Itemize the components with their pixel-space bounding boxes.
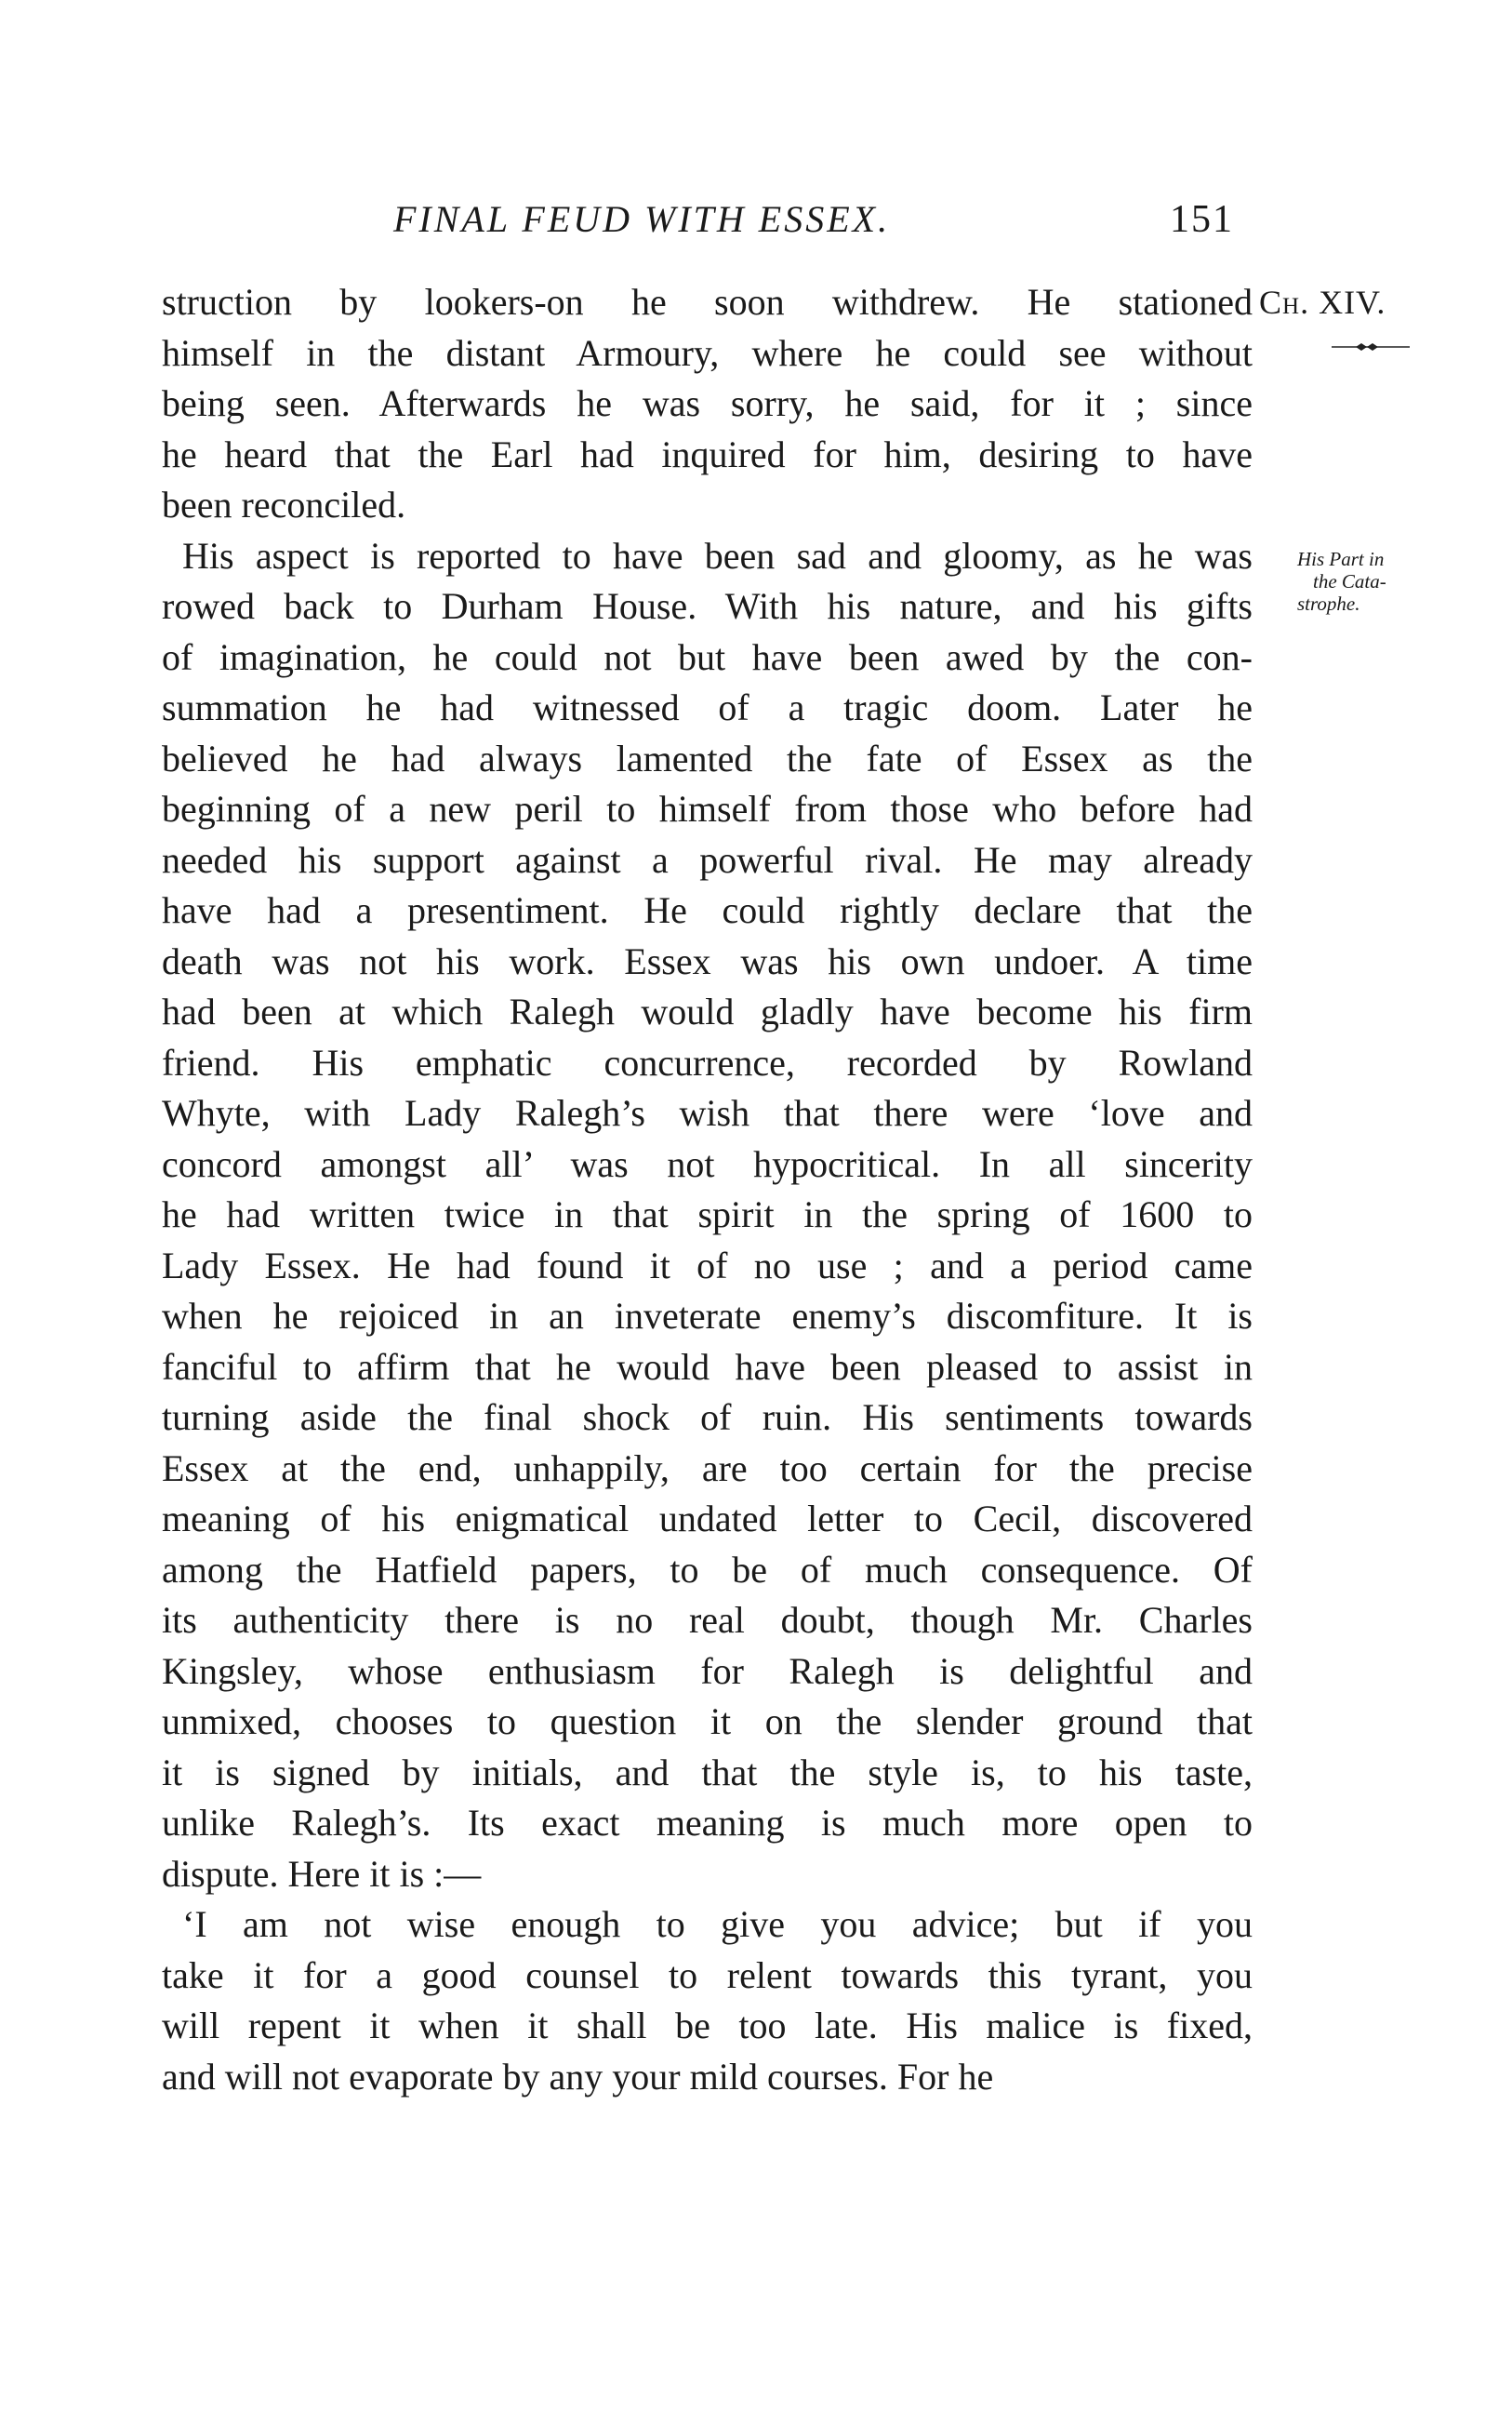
text-line: rowed back to Durham House. With his nature, and his gifts [162,585,1253,627]
text-line: unlike Ralegh’s. Its exact meaning is much more open to [162,1802,1253,1844]
text-line: ‘I am not wise enough to give you advice; but if you [182,1903,1253,1945]
text-line: will repent it when it shall be too late. His malice is fixed, [162,2005,1253,2046]
sidenote-line: strophe. [1297,593,1360,615]
text-line: been reconciled. [162,484,406,526]
chapter-marker: Ch. XIV. [1259,284,1386,321]
text-line: turning aside the final shock of ruin. His sentiments towards [162,1396,1253,1438]
text-line: Kingsley, whose enthusiasm for Ralegh is delightful and [162,1649,1253,1692]
text-line: concord amongst all’ was not hypocritical. In all sincerity [162,1142,1253,1185]
text-line: when he rejoiced in an inveterate enemy’s discomfiture. It is [162,1295,1253,1337]
text-line: summation he had witnessed of a tragic doom. Later he [162,686,1253,728]
text-line: needed his support against a powerful rival. He may already [162,838,1253,881]
text-line: death was not his work. Essex was his own undoer. A time [162,939,1253,982]
text-line: dispute. Here it is :— [162,1852,482,1895]
text-line: meaning of his enigmatical undated letter to Cecil, discovered [162,1498,1253,1539]
text-line: have had a presentiment. He could rightly declare that the [162,889,1253,931]
text-line: believed he had always lamented the fate of Essex as the [162,737,1253,779]
text-line: it is signed by initials, and that the style is, to his taste, [162,1751,1253,1793]
sidenote-line: His Part in [1297,548,1385,570]
text-line: beginning of a new peril to himself from those who before had [162,788,1253,830]
text-line: he had written twice in that spirit in the spring of 1600 to [162,1193,1253,1235]
text-line: His aspect is reported to have been sad and gloomy, as he was [182,534,1253,577]
text-line: being seen. Afterwards he was sorry, he said, for it ; since [162,382,1253,424]
text-line: friend. His emphatic concurrence, recorded by Rowland [162,1041,1253,1084]
text-line: he heard that the Earl had inquired for him, desiring to have [162,433,1253,475]
text-line: himself in the distant Armoury, where he could see without [162,331,1253,374]
text-line: unmixed, chooses to question it on the slender ground that [162,1700,1253,1742]
text-line: its authenticity there is no real doubt, though Mr. Charles [162,1599,1253,1641]
sidenote-line: the Cata- [1313,570,1386,593]
ornament-rule-icon [1332,342,1410,352]
body-text [162,277,1253,2102]
text-line: Essex at the end, unhappily, are too certain for the precise [162,1446,1253,1489]
text-line: had been at which Ralegh would gladly have become his firm [162,991,1253,1032]
text-line: Whyte, with Lady Ralegh’s wish that there were ‘love and [162,1092,1253,1134]
page-number: 151 [1170,198,1234,241]
text-line: take it for a good counsel to relent towards this tyrant, you [162,1953,1253,1996]
text-line: and will not evaporate by any your mild courses. For he [162,2055,994,2098]
text-line: fanciful to affirm that he would have been pleased to assist in [162,1345,1253,1388]
text-line: among the Hatfield papers, to be of much consequence. Of [162,1548,1253,1591]
text-line: Lady Essex. He had found it of no use ; and a period came [162,1244,1253,1286]
text-line: of imagination, he could not but have been awed by the con- [162,635,1253,678]
text-line: struction by lookers-on he soon withdrew. He stationed [162,281,1253,323]
running-head: FINAL FEUD WITH ESSEX. [393,198,891,240]
